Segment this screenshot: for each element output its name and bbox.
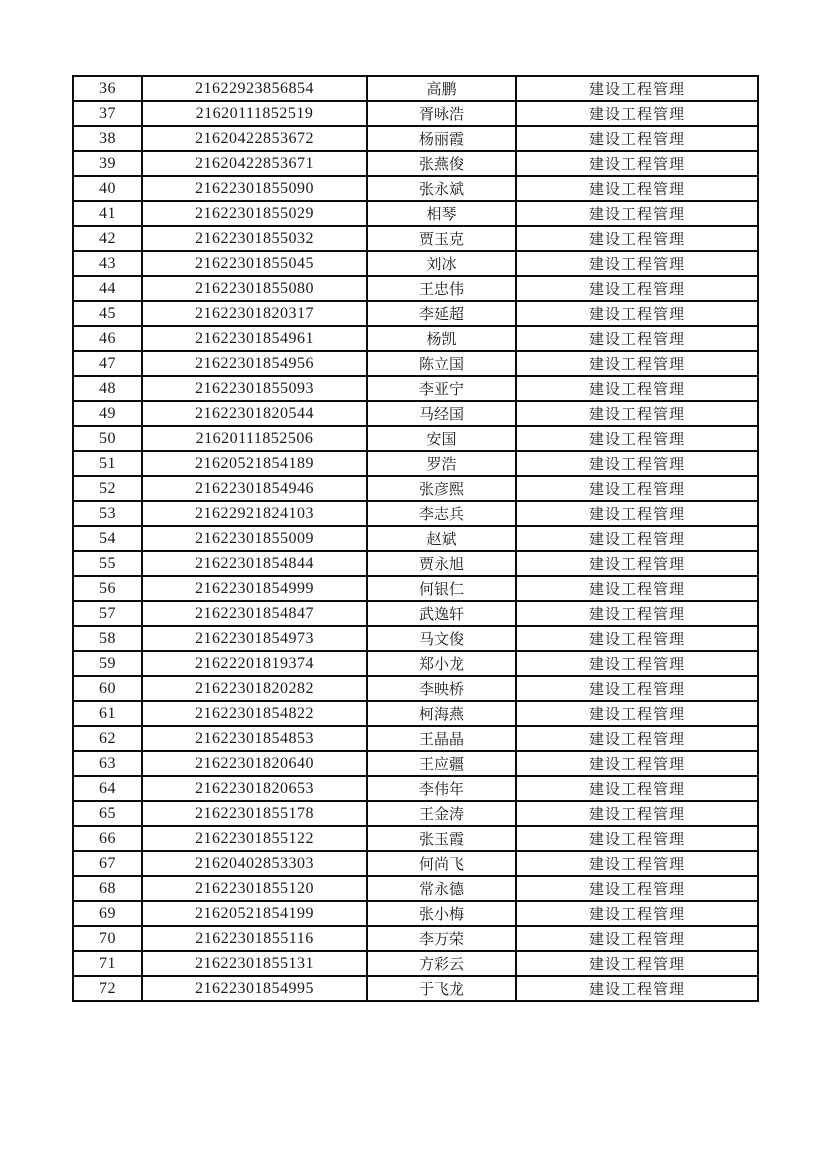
cell-student-name: 张小梅 xyxy=(367,901,516,926)
cell-major: 建设工程管理 xyxy=(516,326,758,351)
cell-major: 建设工程管理 xyxy=(516,101,758,126)
cell-row-number: 40 xyxy=(73,176,142,201)
cell-student-id: 21622301854847 xyxy=(142,601,367,626)
cell-student-id: 21622301855009 xyxy=(142,526,367,551)
table-row xyxy=(73,301,758,326)
cell-student-id: 21620422853671 xyxy=(142,151,367,176)
cell-student-name: 李延超 xyxy=(367,301,516,326)
table-row xyxy=(73,701,758,726)
table-row xyxy=(73,201,758,226)
cell-major: 建设工程管理 xyxy=(516,851,758,876)
cell-major: 建设工程管理 xyxy=(516,676,758,701)
cell-student-id: 21622301855120 xyxy=(142,876,367,901)
cell-row-number: 53 xyxy=(73,501,142,526)
cell-student-name: 郑小龙 xyxy=(367,651,516,676)
cell-student-name: 张永斌 xyxy=(367,176,516,201)
table-row xyxy=(73,601,758,626)
table-row xyxy=(73,351,758,376)
cell-student-id: 21622301855131 xyxy=(142,951,367,976)
table-row xyxy=(73,901,758,926)
table-row xyxy=(73,551,758,576)
cell-row-number: 66 xyxy=(73,826,142,851)
cell-major: 建设工程管理 xyxy=(516,901,758,926)
cell-student-id: 21622301854844 xyxy=(142,551,367,576)
cell-student-id: 21620111852519 xyxy=(142,101,367,126)
table-row xyxy=(73,676,758,701)
cell-row-number: 69 xyxy=(73,901,142,926)
cell-row-number: 67 xyxy=(73,851,142,876)
cell-major: 建设工程管理 xyxy=(516,926,758,951)
cell-student-id: 21622301854956 xyxy=(142,351,367,376)
cell-student-name: 贾永旭 xyxy=(367,551,516,576)
cell-row-number: 55 xyxy=(73,551,142,576)
cell-student-name: 杨丽霞 xyxy=(367,126,516,151)
table-row xyxy=(73,251,758,276)
table-row xyxy=(73,151,758,176)
cell-student-name: 王晶晶 xyxy=(367,726,516,751)
cell-student-id: 21620521854199 xyxy=(142,901,367,926)
cell-row-number: 46 xyxy=(73,326,142,351)
cell-student-name: 李映桥 xyxy=(367,676,516,701)
cell-major: 建设工程管理 xyxy=(516,526,758,551)
cell-major: 建设工程管理 xyxy=(516,376,758,401)
cell-row-number: 52 xyxy=(73,476,142,501)
cell-student-name: 罗浩 xyxy=(367,451,516,476)
cell-student-id: 21622301854961 xyxy=(142,326,367,351)
cell-row-number: 43 xyxy=(73,251,142,276)
cell-student-name: 胥咏浩 xyxy=(367,101,516,126)
cell-major: 建设工程管理 xyxy=(516,951,758,976)
cell-row-number: 59 xyxy=(73,651,142,676)
cell-student-id: 21622301854999 xyxy=(142,576,367,601)
table-row xyxy=(73,501,758,526)
cell-student-id: 21622301820282 xyxy=(142,676,367,701)
cell-student-name: 马文俊 xyxy=(367,626,516,651)
cell-student-id: 21622301855080 xyxy=(142,276,367,301)
cell-major: 建设工程管理 xyxy=(516,876,758,901)
cell-row-number: 62 xyxy=(73,726,142,751)
cell-student-id: 21622301854973 xyxy=(142,626,367,651)
cell-student-id: 21622301854995 xyxy=(142,976,367,1001)
student-roster-table xyxy=(72,75,759,1002)
cell-major: 建设工程管理 xyxy=(516,551,758,576)
cell-major: 建设工程管理 xyxy=(516,176,758,201)
cell-student-id: 21622301855029 xyxy=(142,201,367,226)
cell-student-id: 21620521854189 xyxy=(142,451,367,476)
cell-row-number: 44 xyxy=(73,276,142,301)
table-row xyxy=(73,376,758,401)
cell-major: 建设工程管理 xyxy=(516,751,758,776)
cell-student-name: 何尚飞 xyxy=(367,851,516,876)
cell-student-id: 21622301855093 xyxy=(142,376,367,401)
table-row xyxy=(73,326,758,351)
cell-major: 建设工程管理 xyxy=(516,251,758,276)
cell-row-number: 63 xyxy=(73,751,142,776)
table-row xyxy=(73,976,758,1001)
cell-student-name: 何银仁 xyxy=(367,576,516,601)
cell-student-name: 方彩云 xyxy=(367,951,516,976)
cell-major: 建设工程管理 xyxy=(516,451,758,476)
cell-student-name: 张燕俊 xyxy=(367,151,516,176)
cell-major: 建设工程管理 xyxy=(516,151,758,176)
cell-row-number: 39 xyxy=(73,151,142,176)
cell-student-name: 王金涛 xyxy=(367,801,516,826)
cell-row-number: 51 xyxy=(73,451,142,476)
cell-major: 建设工程管理 xyxy=(516,626,758,651)
cell-major: 建设工程管理 xyxy=(516,226,758,251)
cell-student-name: 于飞龙 xyxy=(367,976,516,1001)
cell-row-number: 60 xyxy=(73,676,142,701)
table-row xyxy=(73,476,758,501)
cell-major: 建设工程管理 xyxy=(516,701,758,726)
cell-student-id: 21622921824103 xyxy=(142,501,367,526)
cell-student-name: 王忠伟 xyxy=(367,276,516,301)
cell-student-id: 21622301855178 xyxy=(142,801,367,826)
cell-student-id: 21620422853672 xyxy=(142,126,367,151)
table-row xyxy=(73,801,758,826)
cell-student-name: 柯海燕 xyxy=(367,701,516,726)
table-row xyxy=(73,401,758,426)
cell-major: 建设工程管理 xyxy=(516,601,758,626)
cell-student-id: 21622301854822 xyxy=(142,701,367,726)
table-row xyxy=(73,726,758,751)
cell-row-number: 57 xyxy=(73,601,142,626)
cell-row-number: 68 xyxy=(73,876,142,901)
cell-major: 建设工程管理 xyxy=(516,301,758,326)
cell-major: 建设工程管理 xyxy=(516,976,758,1001)
cell-row-number: 38 xyxy=(73,126,142,151)
cell-student-name: 安国 xyxy=(367,426,516,451)
cell-major: 建设工程管理 xyxy=(516,776,758,801)
cell-student-id: 21622301820653 xyxy=(142,776,367,801)
table-row xyxy=(73,926,758,951)
cell-student-name: 常永德 xyxy=(367,876,516,901)
cell-row-number: 54 xyxy=(73,526,142,551)
cell-student-id: 21622201819374 xyxy=(142,651,367,676)
cell-major: 建设工程管理 xyxy=(516,401,758,426)
cell-student-id: 21622301820317 xyxy=(142,301,367,326)
table-row xyxy=(73,751,758,776)
cell-student-id: 21622923856854 xyxy=(142,76,367,101)
cell-student-id: 21622301855090 xyxy=(142,176,367,201)
table-row xyxy=(73,76,758,101)
cell-row-number: 42 xyxy=(73,226,142,251)
cell-major: 建设工程管理 xyxy=(516,726,758,751)
cell-student-id: 21622301820640 xyxy=(142,751,367,776)
table-row xyxy=(73,951,758,976)
cell-student-id: 21622301855116 xyxy=(142,926,367,951)
cell-student-id: 21622301820544 xyxy=(142,401,367,426)
cell-student-name: 李志兵 xyxy=(367,501,516,526)
cell-student-id: 21622301854946 xyxy=(142,476,367,501)
cell-student-id: 21620402853303 xyxy=(142,851,367,876)
cell-row-number: 72 xyxy=(73,976,142,1001)
cell-row-number: 70 xyxy=(73,926,142,951)
cell-major: 建设工程管理 xyxy=(516,276,758,301)
cell-major: 建设工程管理 xyxy=(516,801,758,826)
table-row xyxy=(73,426,758,451)
table-row xyxy=(73,776,758,801)
cell-student-name: 刘冰 xyxy=(367,251,516,276)
table-row xyxy=(73,226,758,251)
cell-row-number: 45 xyxy=(73,301,142,326)
cell-student-id: 21622301855122 xyxy=(142,826,367,851)
cell-row-number: 65 xyxy=(73,801,142,826)
cell-row-number: 50 xyxy=(73,426,142,451)
cell-major: 建设工程管理 xyxy=(516,76,758,101)
table-row xyxy=(73,626,758,651)
table-row xyxy=(73,576,758,601)
cell-row-number: 64 xyxy=(73,776,142,801)
cell-student-name: 陈立国 xyxy=(367,351,516,376)
cell-student-name: 马经国 xyxy=(367,401,516,426)
table-row xyxy=(73,826,758,851)
cell-row-number: 71 xyxy=(73,951,142,976)
cell-major: 建设工程管理 xyxy=(516,826,758,851)
cell-row-number: 61 xyxy=(73,701,142,726)
cell-student-id: 21622301854853 xyxy=(142,726,367,751)
cell-major: 建设工程管理 xyxy=(516,351,758,376)
table-row xyxy=(73,851,758,876)
cell-row-number: 41 xyxy=(73,201,142,226)
table-row xyxy=(73,651,758,676)
cell-major: 建设工程管理 xyxy=(516,501,758,526)
cell-row-number: 37 xyxy=(73,101,142,126)
cell-student-id: 21622301855045 xyxy=(142,251,367,276)
table-row xyxy=(73,451,758,476)
table-row xyxy=(73,276,758,301)
table-row xyxy=(73,176,758,201)
cell-major: 建设工程管理 xyxy=(516,126,758,151)
cell-student-name: 李万荣 xyxy=(367,926,516,951)
cell-student-id: 21620111852506 xyxy=(142,426,367,451)
cell-student-name: 王应疆 xyxy=(367,751,516,776)
cell-row-number: 48 xyxy=(73,376,142,401)
cell-student-name: 赵斌 xyxy=(367,526,516,551)
table-row xyxy=(73,526,758,551)
cell-row-number: 58 xyxy=(73,626,142,651)
cell-major: 建设工程管理 xyxy=(516,426,758,451)
cell-major: 建设工程管理 xyxy=(516,476,758,501)
cell-student-name: 武逸轩 xyxy=(367,601,516,626)
cell-major: 建设工程管理 xyxy=(516,576,758,601)
cell-major: 建设工程管理 xyxy=(516,201,758,226)
cell-student-name: 张彦熙 xyxy=(367,476,516,501)
cell-student-name: 贾玉克 xyxy=(367,226,516,251)
cell-student-name: 相琴 xyxy=(367,201,516,226)
cell-row-number: 49 xyxy=(73,401,142,426)
cell-student-name: 高鹏 xyxy=(367,76,516,101)
cell-student-name: 杨凯 xyxy=(367,326,516,351)
table-row xyxy=(73,876,758,901)
cell-student-name: 张玉霞 xyxy=(367,826,516,851)
cell-student-id: 21622301855032 xyxy=(142,226,367,251)
cell-student-name: 李伟年 xyxy=(367,776,516,801)
table-row xyxy=(73,126,758,151)
student-roster-body xyxy=(73,76,758,1001)
cell-row-number: 56 xyxy=(73,576,142,601)
cell-row-number: 36 xyxy=(73,76,142,101)
cell-student-name: 李亚宁 xyxy=(367,376,516,401)
cell-row-number: 47 xyxy=(73,351,142,376)
table-row xyxy=(73,101,758,126)
cell-major: 建设工程管理 xyxy=(516,651,758,676)
